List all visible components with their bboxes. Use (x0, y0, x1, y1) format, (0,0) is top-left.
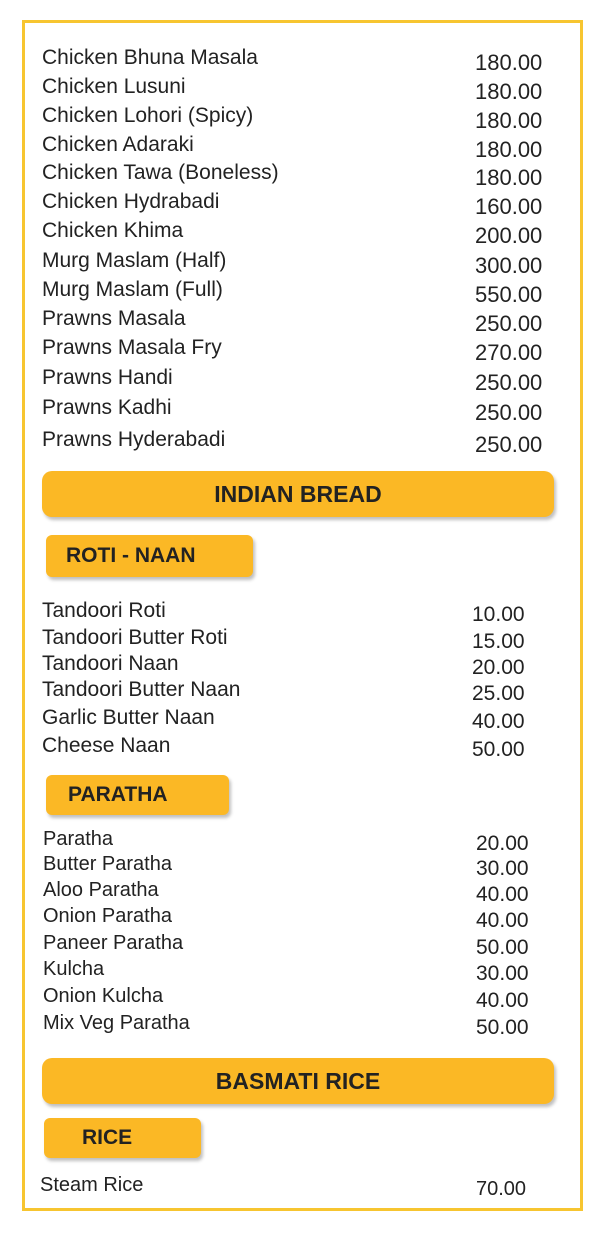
menu-item-price: 250.00 (475, 432, 543, 457)
menu-item-name: Chicken Hydrabadi (42, 190, 220, 213)
menu-item-row (0, 104, 609, 132)
menu-item-price: 550.00 (475, 282, 543, 307)
menu-item-row (0, 1174, 609, 1202)
menu-item-name: Tandoori Butter Roti (42, 626, 228, 649)
menu-item-row (0, 219, 609, 247)
menu-item-name: Murg Maslam (Full) (42, 278, 223, 301)
menu-item-name: Kulcha (43, 958, 105, 980)
menu-item-name: Prawns Handi (42, 366, 173, 389)
menu-item-price: 20.00 (476, 832, 529, 855)
menu-item-name: Garlic Butter Naan (42, 706, 215, 729)
menu-item-price: 200.00 (475, 223, 543, 248)
menu-item-row (0, 932, 609, 960)
menu-item-price: 70.00 (476, 1178, 527, 1200)
menu-item-row (0, 828, 609, 856)
menu-item-price: 30.00 (476, 962, 529, 985)
menu-item-name: Mix Veg Paratha (43, 1012, 190, 1034)
menu-item-name: Chicken Lohori (Spicy) (42, 104, 254, 127)
basmati-rice-banner: BASMATI RICE (42, 1058, 554, 1104)
menu-item-name: Onion Paratha (43, 905, 172, 927)
menu-item-row (0, 249, 609, 277)
menu-item-price: 160.00 (475, 194, 543, 219)
menu-item-name: Chicken Bhuna Masala (42, 46, 258, 69)
menu-item-row (0, 428, 609, 456)
menu-item-name: Tandoori Butter Naan (42, 678, 241, 701)
menu-item-price: 50.00 (472, 738, 525, 761)
menu-item-row (0, 706, 609, 734)
menu-item-row (0, 336, 609, 364)
menu-item-row (0, 396, 609, 424)
menu-item-name: Prawns Masala Fry (42, 336, 222, 359)
menu-item-row (0, 678, 609, 706)
menu-item-name: Chicken Lusuni (42, 75, 186, 98)
menu-item-row (0, 734, 609, 762)
menu-item-name: Cheese Naan (42, 734, 171, 757)
menu-item-price: 50.00 (476, 1016, 529, 1039)
menu-item-name: Prawns Masala (42, 307, 186, 330)
menu-item-price: 40.00 (476, 909, 529, 932)
menu-item-name: Tandoori Naan (42, 652, 179, 675)
menu-item-price: 180.00 (475, 165, 543, 190)
menu-item-price: 300.00 (475, 253, 543, 278)
menu-item-price: 40.00 (476, 883, 529, 906)
menu-item-name: Murg Maslam (Half) (42, 249, 227, 272)
menu-item-row (0, 652, 609, 680)
menu-item-row (0, 46, 609, 74)
menu-item-row (0, 1012, 609, 1040)
menu-item-name: Chicken Khima (42, 219, 184, 242)
menu-item-price: 40.00 (472, 710, 525, 733)
menu-item-price: 180.00 (475, 79, 543, 104)
menu-item-price: 10.00 (472, 603, 525, 626)
menu-item-row (0, 905, 609, 933)
menu-item-name: Steam Rice (40, 1174, 144, 1196)
menu-item-row (0, 133, 609, 161)
menu-item-row (0, 985, 609, 1013)
menu-item-price: 50.00 (476, 936, 529, 959)
menu-item-row (0, 879, 609, 907)
menu-item-row (0, 75, 609, 103)
menu-item-price: 270.00 (475, 340, 543, 365)
menu-item-price: 250.00 (475, 370, 543, 395)
menu-item-row (0, 958, 609, 986)
menu-item-price: 40.00 (476, 989, 529, 1012)
menu-item-name: Prawns Hyderabadi (42, 428, 226, 451)
rice-subheading: RICE (44, 1118, 201, 1158)
menu-item-price: 250.00 (475, 311, 543, 336)
roti-naan-subheading: ROTI - NAAN (46, 535, 253, 577)
menu-item-name: Aloo Paratha (43, 879, 159, 901)
menu-item-row (0, 599, 609, 627)
menu-item-name: Butter Paratha (43, 853, 172, 875)
menu-item-name: Paneer Paratha (43, 932, 184, 954)
menu-item-row (0, 161, 609, 189)
indian-bread-banner: INDIAN BREAD (42, 471, 554, 517)
menu-item-name: Tandoori Roti (42, 599, 166, 622)
menu-item-price: 180.00 (475, 50, 543, 75)
menu-item-row (0, 190, 609, 218)
menu-item-name: Paratha (43, 828, 114, 850)
menu-item-price: 15.00 (472, 630, 525, 653)
menu-item-name: Chicken Adaraki (42, 133, 194, 156)
menu-item-row (0, 366, 609, 394)
menu-item-price: 180.00 (475, 108, 543, 133)
menu-item-name: Chicken Tawa (Boneless) (42, 161, 279, 184)
menu-item-price: 180.00 (475, 137, 543, 162)
menu-item-price: 25.00 (472, 682, 525, 705)
menu-item-name: Onion Kulcha (43, 985, 164, 1007)
menu-item-price: 250.00 (475, 400, 543, 425)
menu-item-row (0, 853, 609, 881)
menu-item-row (0, 626, 609, 654)
menu-item-price: 20.00 (472, 656, 525, 679)
menu-item-price: 30.00 (476, 857, 529, 880)
paratha-subheading: PARATHA (46, 775, 229, 815)
menu-item-row (0, 307, 609, 335)
menu-item-row (0, 278, 609, 306)
menu-item-name: Prawns Kadhi (42, 396, 172, 419)
